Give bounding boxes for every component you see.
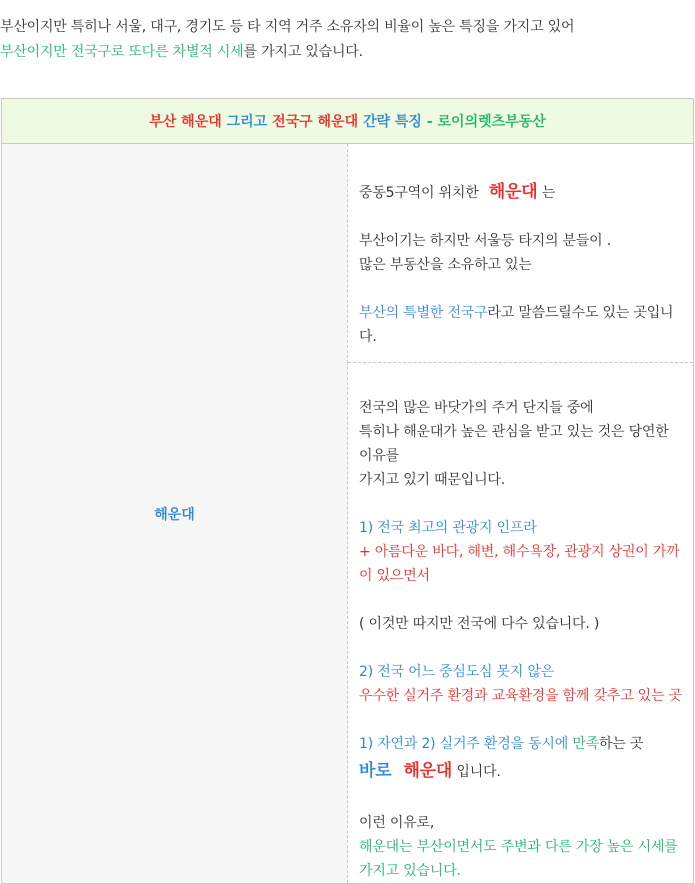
section2-line-1: 전국의 많은 바닷가의 주거 단지들 중에 <box>359 400 594 416</box>
reason-3 <box>359 732 683 756</box>
section1-line-4 <box>359 301 683 349</box>
final-baro: 바로 <box>359 761 392 781</box>
special-national-text: 부산의 특별한 전국구 <box>359 305 488 321</box>
final-haeundae: 해운대 <box>403 761 453 781</box>
header-busan-haeundae: 부산 해운대 <box>149 114 222 130</box>
reason-1: 1) 전국 최고의 관광지 인프라 <box>359 520 537 536</box>
header-brief: 간략 특징 <box>362 114 422 130</box>
haeundae-emphasis: 해운대 <box>488 182 538 202</box>
final-rest: 입니다. <box>452 764 501 780</box>
reason-2: 2) 전국 어느 중심도심 못지 않은 <box>359 664 555 680</box>
note-line: ( 이것만 따지만 전국에 다수 있습니다. ) <box>359 616 600 632</box>
reason-1-detail: + 아름다운 바다, 해변, 해수욕장, 관광지 상권이 가까이 있으면서 <box>359 544 680 584</box>
location-line <box>359 180 683 205</box>
header-national-haeundae: 전국구 해운대 <box>272 114 359 130</box>
location-pre: 중동5구역이 위치한 <box>359 185 483 201</box>
info-table <box>1 98 694 884</box>
content-cell-1 <box>348 144 694 363</box>
intro-highlight: 부산이지만 전국구로 또다른 차별적 시세 <box>0 44 244 60</box>
reason-3-blue: 1) 자연과 2) 실거주 환경을 동시에 <box>359 736 573 752</box>
section1-line-3: 많은 부동산을 소유하고 있는 <box>359 257 532 273</box>
content-cell-2 <box>348 363 694 884</box>
section2-line-3: 가지고 있기 때문입니다. <box>359 472 505 488</box>
header-brand: - 로이의렛츠부동산 <box>426 114 546 130</box>
side-label: 해운대 <box>2 144 348 884</box>
conclusion-line-1: 이런 이유로, <box>359 815 435 831</box>
intro-text <box>0 15 690 65</box>
intro-line-1: 부산이지만 특히나 서울, 대구, 경기도 등 타 지역 거주 소유자의 비율이 높은 특징을 가지고 있어 <box>0 19 575 35</box>
final-line <box>359 756 683 787</box>
location-post: 는 <box>537 185 556 201</box>
reason-3-green: 만족 <box>572 736 599 752</box>
intro-line-2-rest: 를 가지고 있습니다. <box>243 44 363 60</box>
reason-2-detail: 우수한 실거주 환경과 교육환경을 함께 갖추고 있는 곳 <box>359 688 682 704</box>
section2-line-2: 특히나 해운대가 높은 관심을 받고 있는 것은 당연한 이유를 <box>359 424 669 464</box>
header-and: 그리고 <box>226 114 268 130</box>
section1-line-4-rest: 라고 말씀드릴수도 있는 곳입니다. <box>359 305 674 345</box>
conclusion-line-2: 해운대는 부산이면서도 주변과 다른 가장 높은 시세를 가지고 있습니다. <box>359 839 678 879</box>
reason-3-rest: 하는 곳 <box>598 736 644 752</box>
intro-line-2 <box>0 40 690 65</box>
table-header <box>2 99 694 144</box>
section1-line-2: 부산이기는 하지만 서울등 타지의 분들이 . <box>359 233 612 249</box>
